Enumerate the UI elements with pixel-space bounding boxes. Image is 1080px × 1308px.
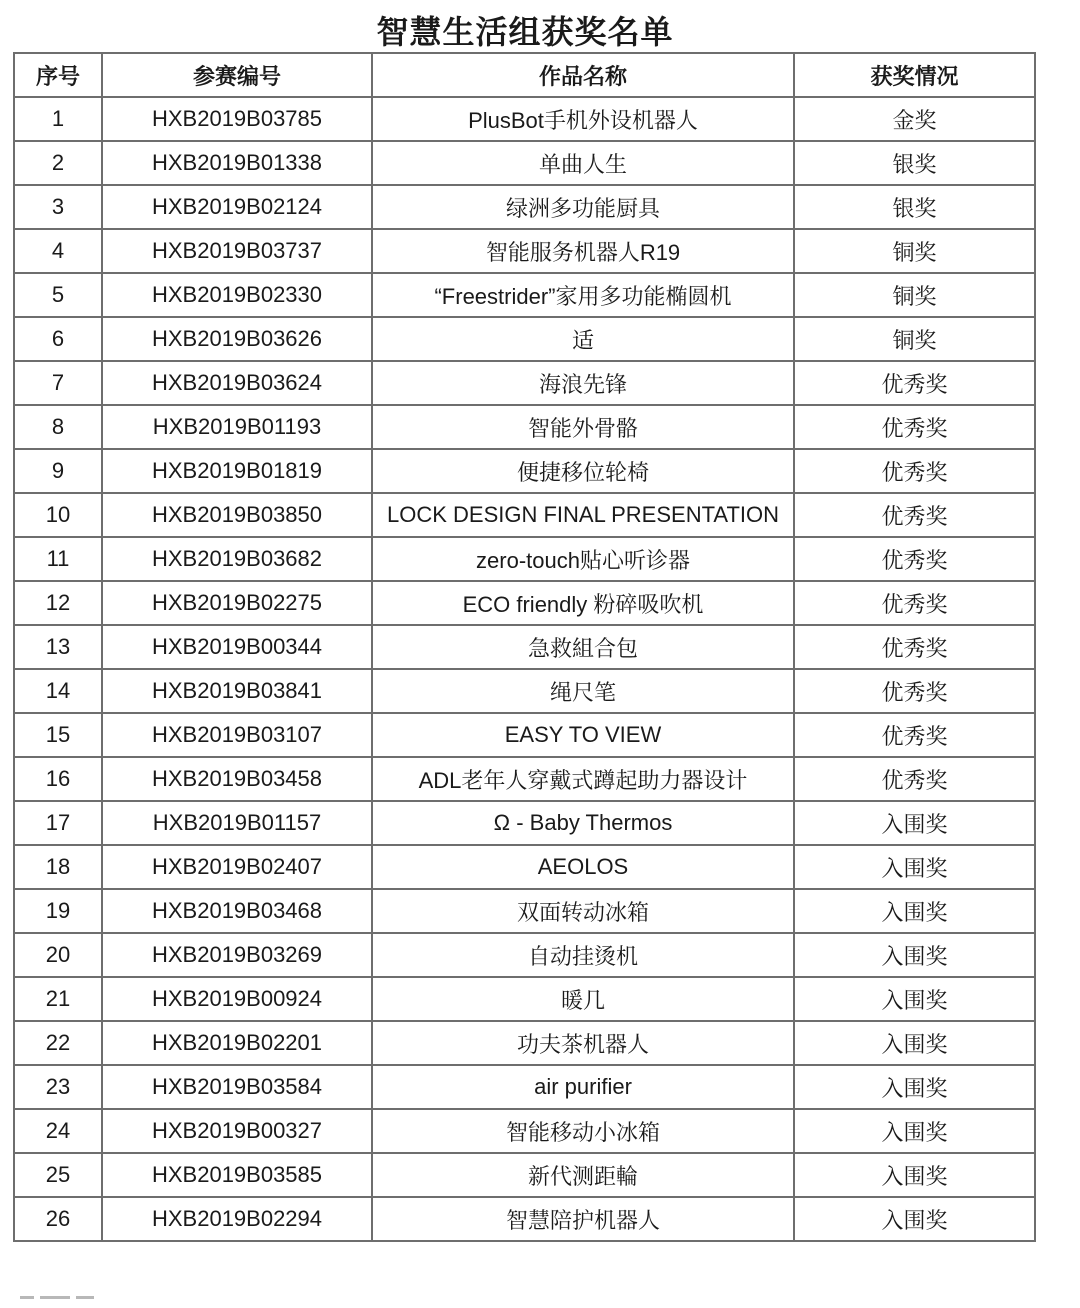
cell-index: 25: [14, 1153, 102, 1197]
cell-award: 入围奖: [794, 977, 1035, 1021]
cell-award: 入围奖: [794, 1153, 1035, 1197]
cell-award: 入围奖: [794, 801, 1035, 845]
cell-work-name: 单曲人生: [372, 141, 794, 185]
table-row: [14, 1065, 1035, 1109]
cell-entry-number: HXB2019B02330: [102, 273, 372, 317]
cell-work-name: 便捷移位轮椅: [372, 449, 794, 493]
cell-index: 8: [14, 405, 102, 449]
page-title: 智慧生活组获奖名单: [376, 13, 674, 51]
cell-entry-number: HXB2019B03850: [102, 493, 372, 537]
column-header-award: 获奖情况: [794, 53, 1035, 97]
cell-index: 11: [14, 537, 102, 581]
table-row: [14, 1109, 1035, 1153]
table-row: [14, 537, 1035, 581]
cell-entry-number: HXB2019B03107: [102, 713, 372, 757]
table-row: [14, 361, 1035, 405]
cell-award: 银奖: [794, 141, 1035, 185]
table-row: [14, 1153, 1035, 1197]
cell-work-name: 智慧陪护机器人: [372, 1197, 794, 1241]
cell-entry-number: HXB2019B03458: [102, 757, 372, 801]
cell-work-name: zero-touch贴心听诊器: [372, 537, 794, 581]
cell-work-name: 双面转动冰箱: [372, 889, 794, 933]
cell-entry-number: HXB2019B00327: [102, 1109, 372, 1153]
cell-award: 入围奖: [794, 1109, 1035, 1153]
table-row: [14, 845, 1035, 889]
cell-work-name: 新代测距輪: [372, 1153, 794, 1197]
column-header-work-name: 作品名称: [372, 53, 794, 97]
cell-award: 入围奖: [794, 933, 1035, 977]
cell-entry-number: HXB2019B02124: [102, 185, 372, 229]
cell-index: 20: [14, 933, 102, 977]
cell-entry-number: HXB2019B02294: [102, 1197, 372, 1241]
cell-award: 优秀奖: [794, 757, 1035, 801]
cell-index: 2: [14, 141, 102, 185]
cell-index: 12: [14, 581, 102, 625]
cell-award: 优秀奖: [794, 493, 1035, 537]
cell-entry-number: HXB2019B03682: [102, 537, 372, 581]
cell-work-name: 急救組合包: [372, 625, 794, 669]
cell-award: 入围奖: [794, 1021, 1035, 1065]
cell-index: 21: [14, 977, 102, 1021]
cell-index: 4: [14, 229, 102, 273]
cell-award: 铜奖: [794, 273, 1035, 317]
cell-work-name: ECO friendly 粉碎吸吹机: [372, 581, 794, 625]
cell-index: 7: [14, 361, 102, 405]
column-header-index: 序号: [14, 53, 102, 97]
table-row: [14, 625, 1035, 669]
cell-work-name: Ω - Baby Thermos: [372, 801, 794, 845]
cell-entry-number: HXB2019B03584: [102, 1065, 372, 1109]
cell-index: 6: [14, 317, 102, 361]
table-row: [14, 141, 1035, 185]
table-row: [14, 405, 1035, 449]
cell-award: 优秀奖: [794, 405, 1035, 449]
cell-entry-number: HXB2019B01819: [102, 449, 372, 493]
cell-work-name: EASY TO VIEW: [372, 713, 794, 757]
table-row: [14, 801, 1035, 845]
cell-index: 19: [14, 889, 102, 933]
cell-index: 5: [14, 273, 102, 317]
table-row: [14, 933, 1035, 977]
table-row: [14, 713, 1035, 757]
table-row: [14, 493, 1035, 537]
cell-index: 1: [14, 97, 102, 141]
cell-entry-number: HXB2019B03468: [102, 889, 372, 933]
cell-index: 18: [14, 845, 102, 889]
cell-entry-number: HXB2019B02201: [102, 1021, 372, 1065]
cell-entry-number: HXB2019B00344: [102, 625, 372, 669]
cell-award: 入围奖: [794, 889, 1035, 933]
table-body: [14, 97, 1035, 1241]
cell-index: 10: [14, 493, 102, 537]
table-row: [14, 581, 1035, 625]
table-row: [14, 273, 1035, 317]
cell-entry-number: HXB2019B01157: [102, 801, 372, 845]
cell-index: 23: [14, 1065, 102, 1109]
cropped-footer-text: [20, 1296, 140, 1308]
cell-entry-number: HXB2019B03785: [102, 97, 372, 141]
table-row: [14, 97, 1035, 141]
cell-index: 14: [14, 669, 102, 713]
table-row: [14, 757, 1035, 801]
cell-entry-number: HXB2019B02275: [102, 581, 372, 625]
table-header-row: [14, 53, 1035, 97]
cell-award: 优秀奖: [794, 669, 1035, 713]
column-header-entry-number: 参赛编号: [102, 53, 372, 97]
cell-index: 9: [14, 449, 102, 493]
cell-work-name: ADL老年人穿戴式蹲起助力器设计: [372, 757, 794, 801]
cell-work-name: 适: [372, 317, 794, 361]
cell-index: 15: [14, 713, 102, 757]
table-row: [14, 1021, 1035, 1065]
cell-entry-number: HXB2019B01338: [102, 141, 372, 185]
table-row: [14, 185, 1035, 229]
cell-entry-number: HXB2019B03626: [102, 317, 372, 361]
cell-entry-number: HXB2019B03841: [102, 669, 372, 713]
cell-entry-number: HXB2019B01193: [102, 405, 372, 449]
cell-work-name: 海浪先锋: [372, 361, 794, 405]
cell-index: 16: [14, 757, 102, 801]
cell-entry-number: HXB2019B02407: [102, 845, 372, 889]
cell-award: 铜奖: [794, 229, 1035, 273]
cell-entry-number: HXB2019B03737: [102, 229, 372, 273]
cell-work-name: LOCK DESIGN FINAL PRESENTATION: [372, 493, 794, 537]
cell-work-name: PlusBot手机外设机器人: [372, 97, 794, 141]
cell-work-name: 自动挂烫机: [372, 933, 794, 977]
cell-award: 铜奖: [794, 317, 1035, 361]
cell-award: 入围奖: [794, 1197, 1035, 1241]
cell-index: 13: [14, 625, 102, 669]
cell-entry-number: HXB2019B03585: [102, 1153, 372, 1197]
table-row: [14, 317, 1035, 361]
cell-award: 优秀奖: [794, 537, 1035, 581]
cell-work-name: 智能外骨骼: [372, 405, 794, 449]
cell-award: 金奖: [794, 97, 1035, 141]
cell-entry-number: HXB2019B03269: [102, 933, 372, 977]
cell-index: 22: [14, 1021, 102, 1065]
cell-award: 入围奖: [794, 845, 1035, 889]
cell-index: 26: [14, 1197, 102, 1241]
cell-award: 入围奖: [794, 1065, 1035, 1109]
table-row: [14, 669, 1035, 713]
cell-work-name: AEOLOS: [372, 845, 794, 889]
cell-award: 优秀奖: [794, 625, 1035, 669]
table-row: [14, 889, 1035, 933]
cell-award: 银奖: [794, 185, 1035, 229]
cell-work-name: 绿洲多功能厨具: [372, 185, 794, 229]
cell-award: 优秀奖: [794, 361, 1035, 405]
cell-index: 17: [14, 801, 102, 845]
cell-entry-number: HXB2019B00924: [102, 977, 372, 1021]
table-row: [14, 977, 1035, 1021]
cell-work-name: air purifier: [372, 1065, 794, 1109]
cell-work-name: 功夫茶机器人: [372, 1021, 794, 1065]
cell-entry-number: HXB2019B03624: [102, 361, 372, 405]
cell-work-name: 智能移动小冰箱: [372, 1109, 794, 1153]
cell-work-name: 暖几: [372, 977, 794, 1021]
cell-award: 优秀奖: [794, 449, 1035, 493]
table-row: [14, 449, 1035, 493]
cell-award: 优秀奖: [794, 713, 1035, 757]
cell-work-name: “Freestrider”家用多功能椭圆机: [372, 273, 794, 317]
cell-award: 优秀奖: [794, 581, 1035, 625]
awards-table: [13, 52, 1036, 1242]
cell-work-name: 智能服务机器人R19: [372, 229, 794, 273]
table-row: [14, 229, 1035, 273]
cell-index: 3: [14, 185, 102, 229]
cell-work-name: 绳尺笔: [372, 669, 794, 713]
table-row: [14, 1197, 1035, 1241]
cell-index: 24: [14, 1109, 102, 1153]
